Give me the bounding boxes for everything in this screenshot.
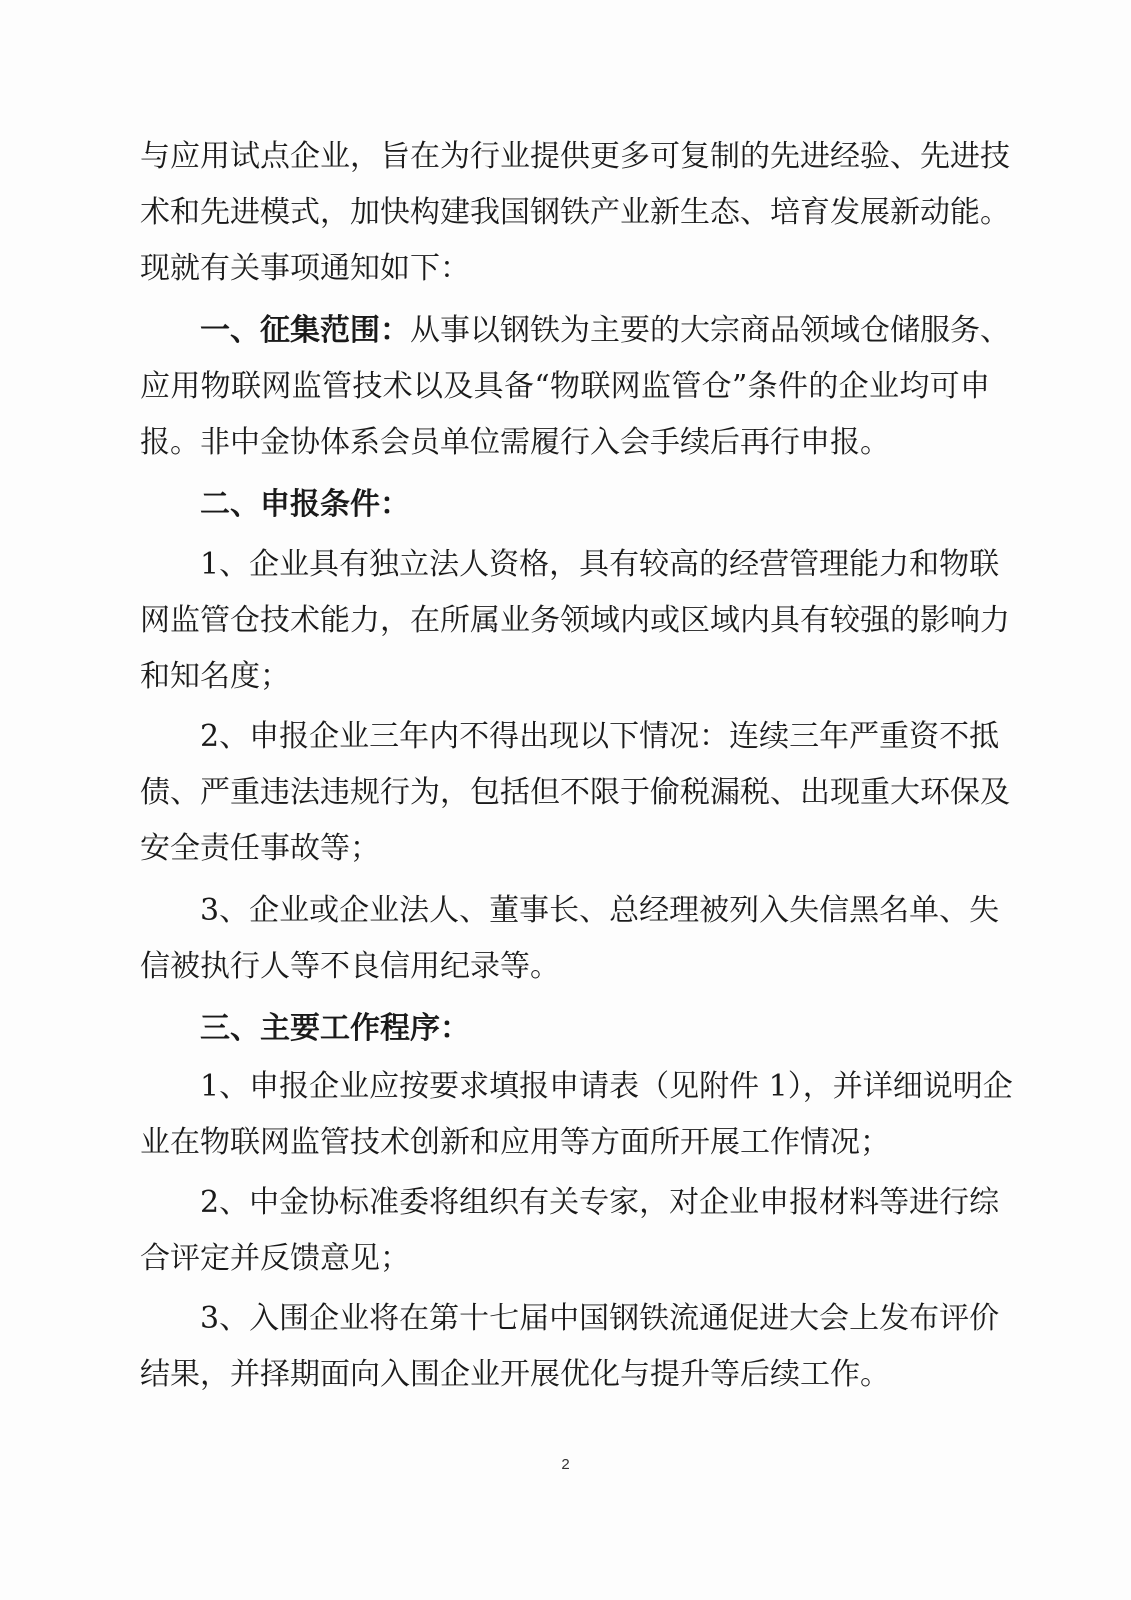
body-line: 债、严重违法违规行为，包括但不限于偷税漏税、出现重大环保及 (140, 775, 1010, 810)
body-line: 3、企业或企业法人、董事长、总经理被列入失信黑名单、失 (200, 893, 1000, 928)
body-line: 现就有关事项通知如下： (140, 251, 470, 286)
body-line: 结果，并择期面向入围企业开展优化与提升等后续工作。 (140, 1357, 890, 1392)
body-line: 术和先进模式，加快构建我国钢铁产业新生态、培育发展新动能。 (140, 195, 1010, 230)
body-line: 报。非中金协体系会员单位需履行入会手续后再行申报。 (140, 425, 890, 460)
body-line: 网监管仓技术能力，在所属业务领域内或区域内具有较强的影响力 (140, 603, 1010, 638)
body-line: 2、申报企业三年内不得出现以下情况：连续三年严重资不抵 (200, 719, 1000, 754)
section-1-line (200, 311, 1010, 351)
body-line: 2、中金协标准委将组织有关专家，对企业申报材料等进行综 (200, 1185, 1000, 1220)
body-line: 3、入围企业将在第十七届中国钢铁流通促进大会上发布评价 (200, 1301, 1000, 1336)
body-line: 与应用试点企业，旨在为行业提供更多可复制的先进经验、先进技 (140, 139, 1010, 174)
body-line: 1、申报企业应按要求填报申请表（见附件 1），并详细说明企 (200, 1069, 1013, 1104)
body-line: 业在物联网监管技术创新和应用等方面所开展工作情况； (140, 1125, 890, 1160)
body-line: 应用物联网监管技术以及具备“物联网监管仓”条件的企业均可申 (140, 369, 990, 404)
page-number: 2 (561, 1456, 570, 1473)
section-1-text: 从事以钢铁为主要的大宗商品领域仓储服务、 (410, 313, 1010, 348)
body-line: 1、企业具有独立法人资格，具有较高的经营管理能力和物联 (200, 547, 1000, 582)
body-line: 和知名度； (140, 659, 290, 694)
section-1-heading: 一、征集范围： (200, 313, 410, 348)
body-line: 信被执行人等不良信用纪录等。 (140, 949, 560, 984)
body-line: 安全责任事故等； (140, 831, 380, 866)
body-line: 合评定并反馈意见； (140, 1241, 410, 1276)
section-2-heading: 二、申报条件： (200, 487, 410, 522)
section-3-heading: 三、主要工作程序： (200, 1011, 470, 1046)
